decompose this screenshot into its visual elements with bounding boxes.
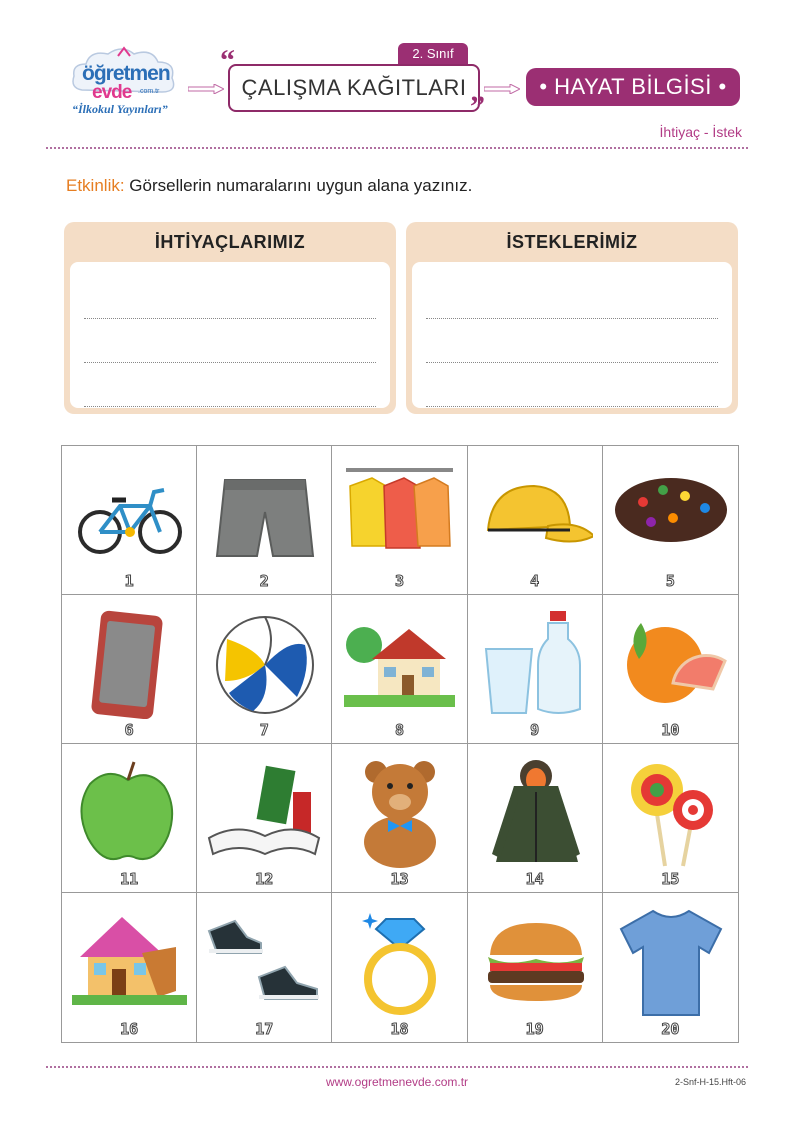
picture-number: 20: [661, 1020, 680, 1038]
picture-card: [603, 446, 738, 595]
picture-card: [197, 595, 332, 744]
picture-number: 12: [255, 870, 274, 888]
title-box: [228, 64, 480, 112]
picture-number: 19: [525, 1020, 544, 1038]
teddy-bear-icon: [342, 758, 457, 868]
quote-close-mark: ”: [470, 90, 485, 123]
picture-number: 18: [390, 1020, 409, 1038]
divider: [46, 147, 748, 149]
picture-number: 9: [530, 721, 540, 739]
picture-number: 17: [255, 1020, 274, 1038]
footer-url: www.ogretmenevde.com.tr: [325, 1075, 469, 1089]
quote-open-mark: “: [220, 44, 235, 77]
picture-card: [468, 446, 603, 595]
picture-number: 14: [525, 870, 544, 888]
picture-number: 6: [124, 721, 134, 739]
logo-domain: .com.tr: [138, 88, 160, 95]
wants-box: [406, 222, 738, 414]
picture-card: [332, 893, 467, 1042]
arrow-right-icon: [484, 84, 520, 94]
sneakers-icon: [207, 907, 322, 1017]
picture-number: 1: [124, 572, 134, 590]
picture-number: 11: [120, 870, 139, 888]
picture-card: [62, 744, 197, 893]
tablet-icon: [72, 609, 187, 719]
instruction: [66, 176, 472, 196]
picture-number: 7: [259, 721, 269, 739]
picture-number: 15: [661, 870, 680, 888]
wants-writing-area[interactable]: [412, 262, 732, 408]
picture-card: [197, 893, 332, 1042]
picture-card: [603, 595, 738, 744]
picture-number: 10: [661, 721, 680, 739]
picture-card: [603, 744, 738, 893]
cookie-icon: [613, 460, 728, 570]
winter-coat-icon: [478, 758, 593, 868]
instruction-label: Etkinlik:: [66, 176, 125, 195]
picture-card: [468, 744, 603, 893]
logo-tagline: “İlkokul Yayınları”: [72, 102, 168, 116]
picture-number: 13: [390, 870, 409, 888]
picture-card: [332, 595, 467, 744]
picture-card: [62, 893, 197, 1042]
house-with-garden-icon: [342, 609, 457, 719]
picture-card: [603, 893, 738, 1042]
picture-card: [468, 595, 603, 744]
lollipops-icon: [613, 758, 728, 868]
topic-label: İhtiyaç - İstek: [659, 124, 742, 140]
instruction-text: Görsellerin numaralarını uygun alana yazınız.: [124, 176, 473, 195]
page-title: ÇALIŞMA KAĞITLARI: [241, 75, 467, 100]
logo: [64, 36, 184, 128]
picture-card: [197, 744, 332, 893]
hamburger-icon: [478, 907, 593, 1017]
bicycle-icon: [72, 460, 187, 570]
picture-card: [197, 446, 332, 595]
picture-card: [332, 744, 467, 893]
t-shirt-icon: [613, 907, 728, 1017]
footer-code: 2-Snf-H-15.Hft-06: [674, 1077, 746, 1087]
divider: [46, 1066, 748, 1068]
picture-card: [62, 595, 197, 744]
picture-number: 4: [530, 572, 540, 590]
answer-line[interactable]: [84, 318, 376, 319]
cap-icon: [478, 460, 593, 570]
subject-badge: • HAYAT BİLGİSİ •: [526, 68, 740, 106]
picture-number: 2: [259, 572, 269, 590]
grade-tab: 2. Sınıf: [398, 43, 468, 65]
needs-writing-area[interactable]: [70, 262, 390, 408]
picture-card: [332, 446, 467, 595]
orange-grapefruit-icon: [613, 609, 728, 719]
picture-number: 16: [120, 1020, 139, 1038]
books-icon: [207, 758, 322, 868]
answer-line[interactable]: [426, 362, 718, 363]
clothes-rack-icon: [342, 460, 457, 570]
answer-line[interactable]: [426, 406, 718, 407]
logo-word-ogretmen: öğretmen: [82, 62, 170, 85]
answer-line[interactable]: [426, 318, 718, 319]
picture-grid: [61, 445, 739, 1043]
diamond-ring-icon: [342, 907, 457, 1017]
answer-line[interactable]: [84, 362, 376, 363]
picture-number: 5: [665, 572, 675, 590]
house-icon: [72, 907, 187, 1017]
picture-number: 3: [394, 572, 404, 590]
picture-number: 8: [394, 721, 404, 739]
water-glass-bottle-icon: [478, 609, 593, 719]
wants-box-title: İSTEKLERİMİZ: [506, 232, 638, 252]
needs-box-title: İHTİYAÇLARIMIZ: [154, 232, 306, 252]
needs-box: [64, 222, 396, 414]
green-apple-icon: [72, 758, 187, 868]
arrow-right-icon: [188, 84, 224, 94]
logo-word-evde: evde: [92, 82, 132, 103]
picture-card: [468, 893, 603, 1042]
shorts-icon: [207, 460, 322, 570]
picture-card: [62, 446, 197, 595]
volleyball-icon: [207, 609, 322, 719]
answer-line[interactable]: [84, 406, 376, 407]
